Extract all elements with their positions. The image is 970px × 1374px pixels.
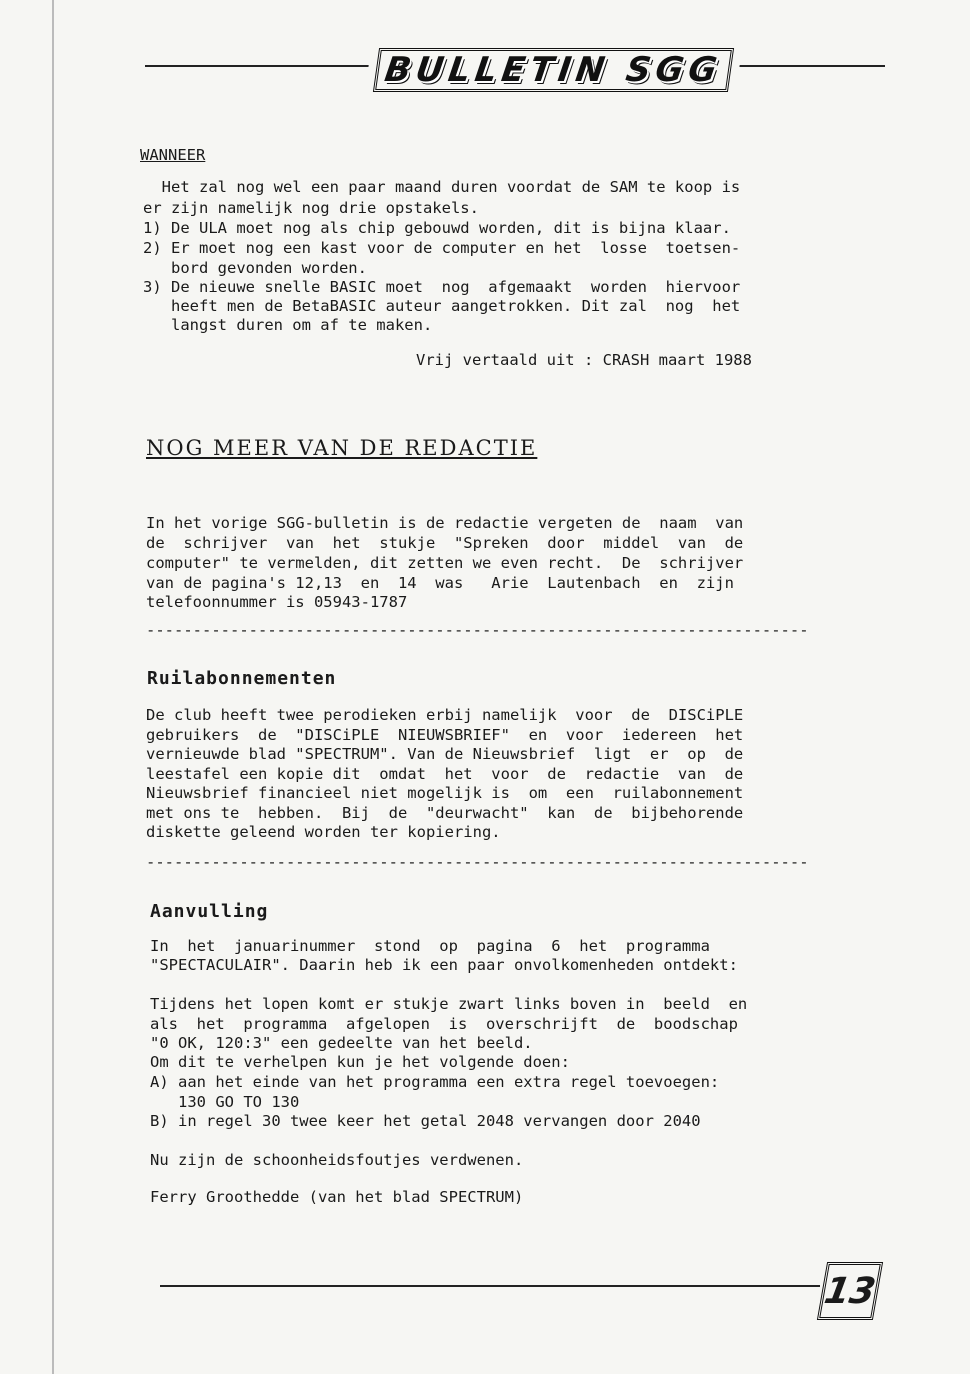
- divider-line: -----------------------------------------------------------------------: [146, 853, 809, 871]
- paragraph-line: diskette geleend worden ter kopiering.: [146, 823, 501, 841]
- paragraph-line: langst duren om af te maken.: [143, 316, 433, 334]
- source-credit: Vrij vertaald uit : CRASH maart 1988: [416, 351, 752, 369]
- paragraph-line: 3) De nieuwe snelle BASIC moet nog afgemaakt worden hiervoor: [143, 278, 741, 296]
- paragraph-line: bord gevonden worden.: [143, 259, 367, 277]
- divider-line: -----------------------------------------------------------------------: [146, 621, 809, 639]
- paragraph-line: Nieuwsbrief financieel niet mogelijk is om een ruilabonnement: [146, 784, 744, 802]
- closing-line: Nu zijn de schoonheidsfoutjes verdwenen.: [150, 1151, 524, 1169]
- paragraph-line: vernieuwde blad "SPECTRUM". Van de Nieuwsbrief ligt er op de: [146, 745, 744, 763]
- footer-rule: [160, 1285, 820, 1287]
- paragraph-line: de schrijver van het stukje "Spreken door middel van de: [146, 534, 744, 552]
- paragraph-line: er zijn namelijk nog drie opstakels.: [143, 199, 479, 217]
- signature: Ferry Groothedde (van het blad SPECTRUM): [150, 1188, 524, 1206]
- section-title-aanvulling: Aanvulling: [150, 901, 269, 922]
- paragraph-line: "SPECTACULAIR". Daarin heb ik een paar onvolkomenheden ontdekt:: [150, 956, 738, 974]
- paragraph-line: van de pagina's 12,13 en 14 was Arie Lautenbach en zijn: [146, 574, 734, 592]
- page-number: 13: [817, 1262, 883, 1320]
- paragraph-line: In het vorige SGG-bulletin is de redactie vergeten de naam van: [146, 514, 744, 532]
- logo-text: BULLETIN SGG: [373, 48, 734, 92]
- paragraph-line: 1) De ULA moet nog als chip gebouwd worden, dit is bijna klaar.: [143, 219, 731, 237]
- paragraph-line: als het programma afgelopen is overschrijft de boodschap: [150, 1015, 738, 1033]
- section-title-redactie: NOG MEER VAN DE REDACTIE: [146, 436, 538, 460]
- paragraph-line: leestafel een kopie dit omdat het voor de redactie van de: [146, 765, 744, 783]
- paragraph-line: Tijdens het lopen komt er stukje zwart links boven in beeld en: [150, 995, 748, 1013]
- paragraph-line: Om dit te verhelpen kun je het volgende doen:: [150, 1053, 570, 1071]
- paragraph-line: 2) Er moet nog een kast voor de computer en het losse toetsen-: [143, 239, 741, 257]
- section-title-ruilabonnementen: Ruilabonnementen: [147, 668, 337, 689]
- section-title-wanneer: WANNEER: [140, 146, 206, 164]
- paragraph-line: B) in regel 30 twee keer het getal 2048 vervangen door 2040: [150, 1112, 701, 1130]
- paragraph-line: A) aan het einde van het programma een extra regel toevoegen:: [150, 1073, 720, 1091]
- margin-line: [52, 0, 54, 1374]
- paragraph-line: computer" te vermelden, dit zetten we even recht. De schrijver: [146, 554, 744, 572]
- paragraph-line: heeft men de BetaBASIC auteur aangetrokken. Dit zal nog het: [143, 297, 741, 315]
- paragraph-line: met ons te hebben. Bij de "deurwacht" kan de bijbehorende: [146, 804, 744, 822]
- paragraph-line: De club heeft twee perodieken erbij namelijk voor de DISCiPLE: [146, 706, 744, 724]
- paragraph-line: telefoonnummer is 05943-1787: [146, 593, 408, 611]
- paragraph-line: 130 GO TO 130: [150, 1093, 300, 1111]
- paragraph-line: "0 OK, 120:3" een gedeelte van het beeld.: [150, 1034, 533, 1052]
- bulletin-logo: [365, 48, 742, 92]
- paragraph-line: Het zal nog wel een paar maand duren voordat de SAM te koop is: [143, 178, 741, 196]
- paragraph-line: In het januarinummer stond op pagina 6 het programma: [150, 937, 710, 955]
- paragraph-line: gebruikers de "DISCiPLE NIEUWSBRIEF" en voor iedereen het: [146, 726, 744, 744]
